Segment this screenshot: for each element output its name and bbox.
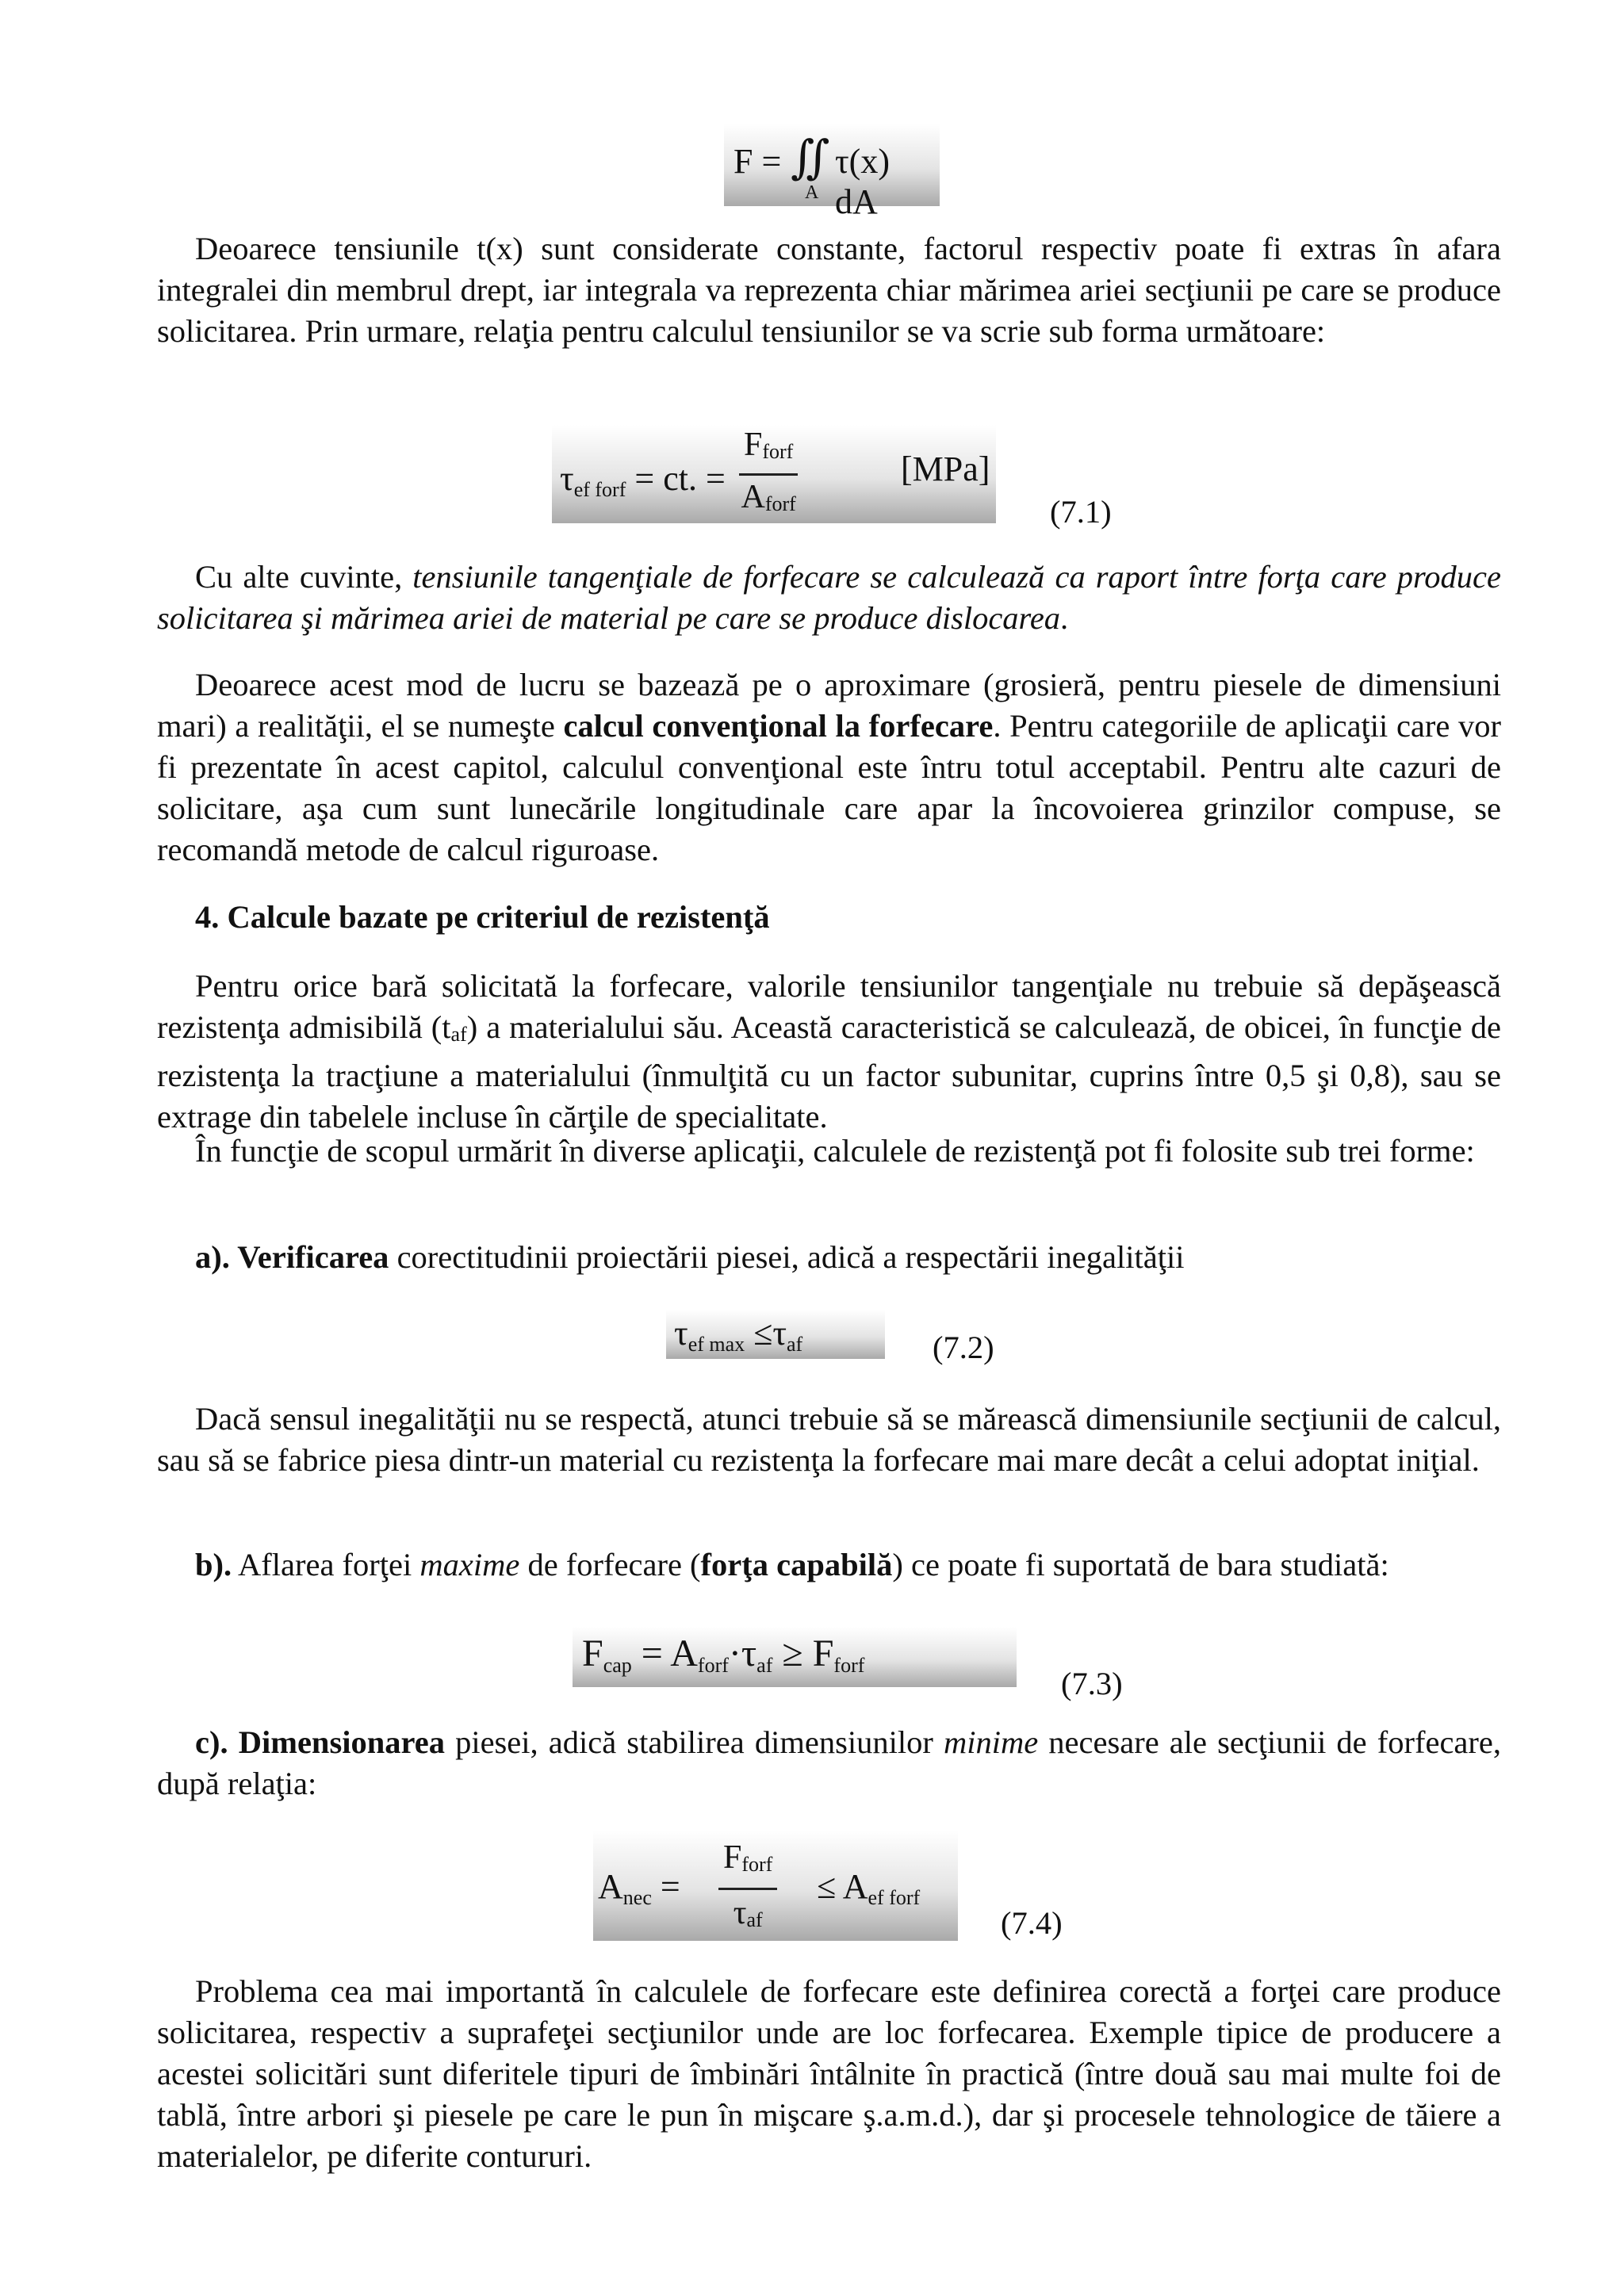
paragraph-dimensioning: c). Dimensionarea piesei, adică stabilirea dimensiunilor minime necesare ale secţiunii de forfecare, după relaţia: bbox=[157, 1724, 1501, 1801]
equation-7-2-number: (7.2) bbox=[933, 1330, 994, 1365]
equation-7-4-image: $A_{nec}$ = Fforf τaf ≤ $A_{ef forf}$ bbox=[593, 1830, 958, 1941]
eq0-lhs: F = bbox=[733, 142, 782, 181]
eq4-fraction: Fforf τaf bbox=[718, 1836, 777, 1942]
eq1-fraction bbox=[739, 425, 798, 524]
equation-7-2-image: $\tau_{ef max} \le\tau_{af}$ bbox=[666, 1310, 885, 1359]
eq1-tau-sub: ef forf bbox=[573, 478, 626, 501]
eq0-rhs: τ(x) dA bbox=[835, 142, 890, 221]
conventional-bold: calcul convenţional la forfecare bbox=[563, 708, 994, 744]
eq1-den: A bbox=[741, 479, 765, 515]
equation-7-1-image bbox=[552, 425, 996, 523]
paragraph-intro bbox=[157, 228, 1501, 352]
paragraph-if-not-respected: Dacă sensul inegalităţii nu se respectă, atunci trebuie să se mărească dimensiunile secţiunii de calcul, sau să se fabrice piesa dintr-un material cu rezistenţa la forfecare mai mare decât a celui adoptat iniţial. bbox=[157, 1401, 1501, 1478]
paragraph-definition: Cu alte cuvinte, tensiunile tangenţiale de forfecare se calculează ca raport între forţa care produce solicitarea şi mărimea ariei de material pe care se produce dislocarea. bbox=[157, 559, 1501, 636]
eq0-sub: A bbox=[805, 182, 819, 203]
eq1-tau: τ bbox=[560, 459, 574, 498]
equation-7-4-number: (7.4) bbox=[1001, 1905, 1063, 1941]
equation-7-3-number: (7.3) bbox=[1061, 1666, 1123, 1701]
paragraph-conclusion: Problema cea mai importantă în calculele de forfecare este definirea corectă a forţei care produce solicitarea, respectiv a suprafeţei secţiunilor unde are loc forfecarea. Exemple tipice de producere a acestei solicitări sunt diferitele tipuri de îmbinări întâlnite în practică (între două sau mai multe foi de tablă, între arbori şi piesele pe care le pun în mişcare ş.a.m.d.), dar şi procesele tehnologice de tăiere a materialelor, pe diferite contururi. bbox=[157, 1973, 1501, 2174]
paragraph-capable-force: b). Aflarea forţei maxime de forfecare (forţa capabilă) ce poate fi suportată de bara studiată: bbox=[195, 1547, 1389, 1582]
equation-7-3-image: $F_{cap} = A_{forf}\cdot\tau_{af} \ge F_{forf}$ bbox=[573, 1627, 1017, 1687]
paragraph-verification: a). Verificarea corectitudinii proiectării piesei, adică a respectării inegalităţii bbox=[195, 1239, 1185, 1275]
verification-bold: Verificarea bbox=[237, 1239, 389, 1275]
eq1-mid: = ct. = bbox=[634, 459, 726, 498]
eq1-unit: [MPa] bbox=[901, 450, 990, 488]
capable-force-bold: forţa capabilă bbox=[700, 1547, 893, 1582]
section-heading-4: 4. Calcule bazate pe criteriul de rezistenţă bbox=[195, 899, 770, 935]
equation-integral-image bbox=[724, 124, 940, 221]
eq0-integral: ∬ bbox=[791, 132, 830, 183]
eq1-num: F bbox=[744, 427, 763, 463]
eq1-den-sub: forf bbox=[764, 492, 796, 515]
definition-italic: tensiunile tangenţiale de forfecare se calculează ca raport între forţa care produce solicitarea şi mărimea ariei de material pe care se produce dislocarea bbox=[157, 559, 1501, 636]
dimensioning-bold: Dimensionarea bbox=[238, 1724, 445, 1760]
eq1-num-sub: forf bbox=[762, 440, 794, 463]
equation-7-1-number: (7.1) bbox=[1050, 494, 1112, 530]
paragraph-intro-text: Deoarece tensiunile t(x) sunt considerate constante, factorul respectiv poate fi extras în afara integralei din membrul drept, iar integrala va reprezenta chiar mărimea ariei secţiunii pe care se produce solicitarea. Prin urmare, relaţia pentru calculul tensiunilor se va scrie sub forma următoare: bbox=[157, 231, 1501, 349]
paragraph-forms: În funcţie de scopul urmărit în diverse aplicaţii, calculele de rezistenţă pot fi folosite sub trei forme: bbox=[195, 1133, 1475, 1169]
paragraph-conventional: Deoarece acest mod de lucru se bazează pe o aproximare (grosieră, pentru piesele de dimensiuni mari) a realităţii, el se numeşte calcul convenţional la forfecare. Pentru categoriile de aplicaţii care vor fi prezentate în acest capitol, calculul convenţional este întru totul acceptabil. Pentru alte cazuri de solicitare, aşa cum sunt lunecările longitudinale care apar la încovoierea grinzilor compuse, se recomandă metode de calcul riguroase. bbox=[157, 667, 1501, 867]
paragraph-admissible: Pentru orice bară solicitată la forfecare, valorile tensiunilor tangenţiale nu trebuie să depăşească rezistenţa admisibilă (taf) a materialului său. Această caracteristică se calculează, de obicei, în funcţie de rezistenţa la tracţiune a materialului (înmulţită cu un factor subunitar, cuprins între 0,5 şi 0,8), sau se extrage din tabelele incluse în cărţile de specialitate. bbox=[157, 968, 1501, 1135]
